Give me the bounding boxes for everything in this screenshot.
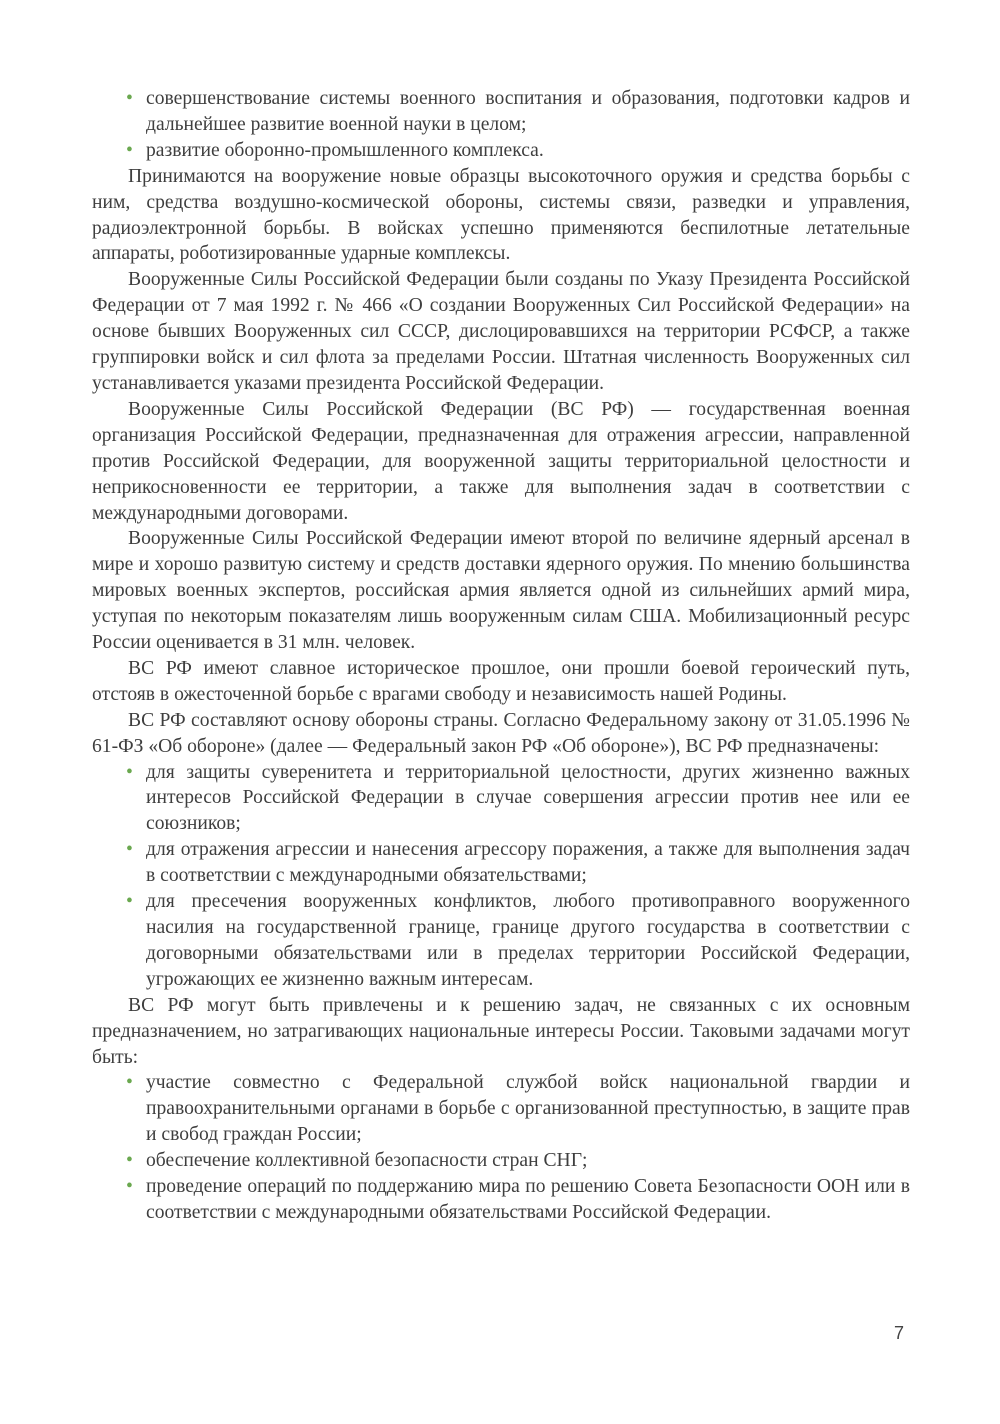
paragraph: Вооруженные Силы Российской Федерации имеют второй по величине ядерный арсенал в мире и хорошо развитую систему и средств доставки ядерного оружия. По мнению большинства мировых военных экспертов, российская армия является одной из сильнейших армий мира, уступая по некоторым показателям лишь вооруженным силам США. Мобилизационный ресурс России оценивается в 31 млн. человек.: [92, 528, 910, 654]
paragraph: ВС РФ могут быть привлечены и к решению задач, не связанных с их основным предназначением, но затрагивающих национальные интересы России. Таковыми задачами могут быть:: [92, 994, 910, 1068]
list-item: [92, 138, 910, 164]
page-number: 7: [893, 1323, 904, 1343]
list-item-text: для пресечения вооруженных конфликтов, любого противоправного вооруженного насилия на государственной границе, границе другого государства в соответствии с договорными обязательствами или в пределах территории Российской Федерации, угрожающих ее жизненно важным интересам.: [146, 891, 910, 990]
paragraph: Вооруженные Силы Российской Федерации (ВС РФ) — государственная военная организация Российской Федерации, предназначенная для отражения агрессии, направленной против Российской Федерации, для вооруженной защиты территориальной целостности и неприкосновенности ее территории, а также для выполнения задач в соответствии с международными договорами.: [92, 398, 910, 524]
bullet-icon: •: [126, 1072, 133, 1094]
bullet-icon: •: [126, 1150, 133, 1172]
bullet-list-tasks: [92, 1070, 910, 1225]
list-item-text: развитие оборонно-промышленного комплекса.: [146, 139, 544, 161]
list-item: [92, 760, 910, 838]
bullet-icon: •: [126, 761, 133, 783]
paragraph: Вооруженные Силы Российской Федерации были созданы по Указу Президента Российской Федерации от 7 мая 1992 г. № 466 «О создании Вооруженных Сил Российской Федерации» на основе бывших Вооруженных сил СССР, дислоцировавшихся на территории РСФСР, а также группировки войск и сил флота за пределами России. Штатная численность Вооруженных сил устанавливается указами президента Российской Федерации.: [92, 269, 910, 394]
list-item: [92, 1070, 910, 1148]
paragraph: ВС РФ имеют славное историческое прошлое, они прошли боевой героический путь, отстояв в ожесточенной борьбе с врагами свободу и независимость нашей Родины.: [92, 657, 910, 705]
page-body: [92, 86, 910, 1226]
bullet-list-top: [92, 86, 910, 164]
bullet-icon: •: [126, 839, 133, 861]
list-item-text: участие совместно с Федеральной службой войск национальной гвардии и правоохранительными органами в борьбе с организованной преступностью, в защите прав и свобод граждан России;: [146, 1072, 910, 1146]
paragraph: Принимаются на вооружение новые образцы высокоточного оружия и средства борьбы с ним, средства воздушно-космической обороны, системы связи, разведки и управления, радиоэлектронной борьбы. В войсках успешно применяются беспилотные летательные аппараты, роботизированные ударные комплексы.: [92, 165, 910, 265]
bullet-icon: •: [126, 139, 133, 161]
bullet-icon: •: [126, 891, 133, 913]
list-item-text: для отражения агрессии и нанесения агрессору поражения, а также для выполнения задач в соответствии с международными обязательствами;: [146, 839, 910, 887]
list-item-text: обеспечение коллективной безопасности стран СНГ;: [146, 1150, 588, 1172]
list-item: [92, 1148, 910, 1174]
bullet-icon: •: [126, 88, 133, 109]
bullet-list-purposes: [92, 760, 910, 993]
list-item: [92, 837, 910, 889]
list-item-text: проведение операций по поддержанию мира по решению Совета Безопасности ООН или в соответствии с международными обязательствами Российской Федерации.: [146, 1176, 910, 1223]
list-item-text: для защиты суверенитета и территориальной целостности, других жизненно важных интересов Российской Федерации в случае совершения агрессии против нее или ее союзников;: [146, 761, 910, 835]
bullet-icon: •: [126, 1176, 133, 1198]
paragraph: ВС РФ составляют основу обороны страны. Согласно Федеральному закону от 31.05.1996 № 61-ФЗ «Об обороне» (далее — Федеральный закон РФ «Об обороне»), ВС РФ предназначены:: [92, 709, 910, 757]
list-item: [92, 1174, 910, 1226]
list-item: [92, 889, 910, 993]
list-item: [92, 86, 910, 138]
list-item-text: совершенствование системы военного воспитания и образования, подготовки кадров и дальнейшее развитие военной науки в целом;: [146, 88, 910, 135]
